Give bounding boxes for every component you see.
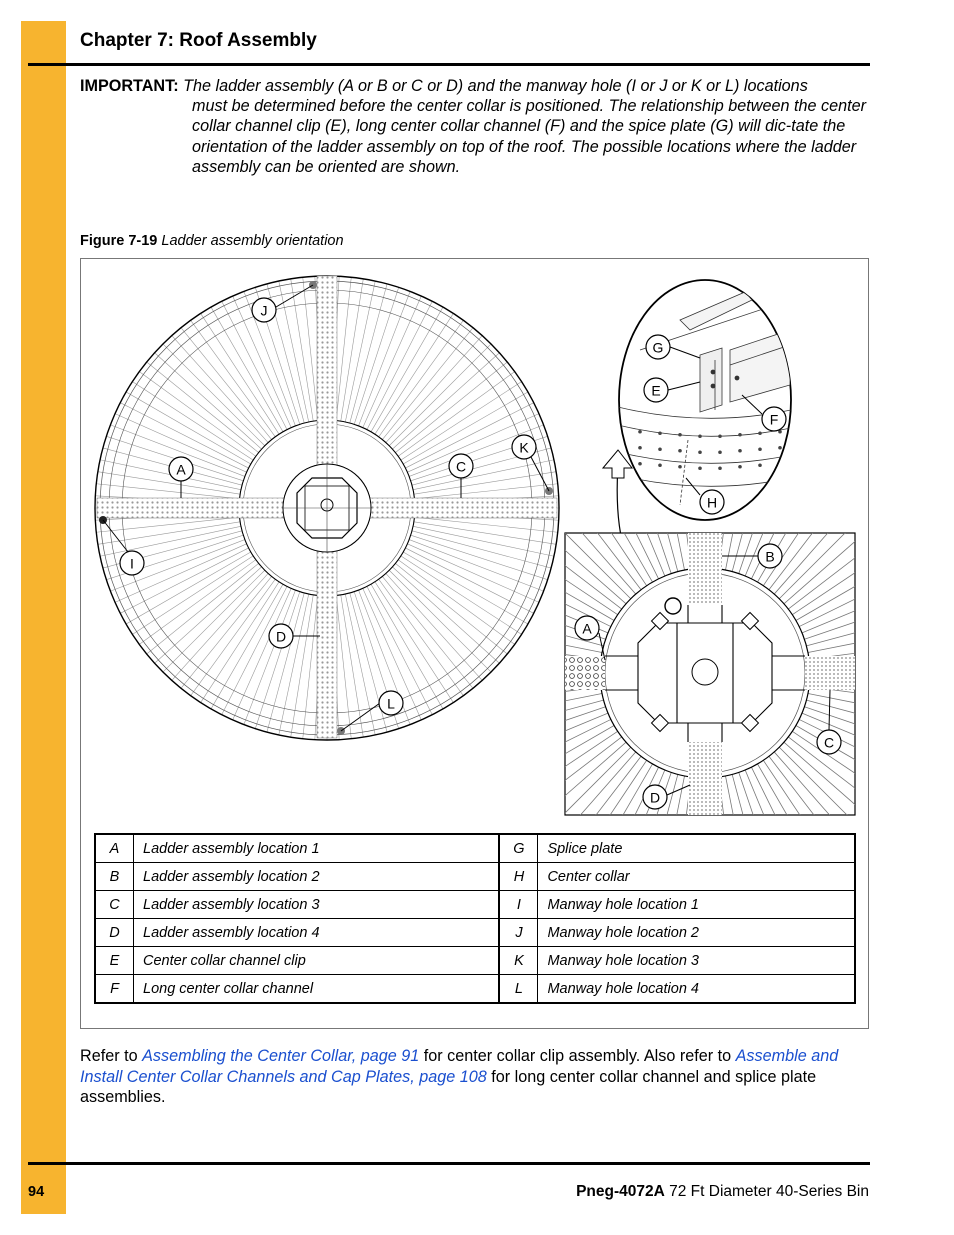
- legend-description: Long center collar channel: [134, 975, 500, 1004]
- legend-key: F: [95, 975, 134, 1004]
- callout-d: [269, 624, 293, 648]
- svg-text:K: K: [519, 439, 529, 456]
- callout-inset-d: [643, 785, 667, 809]
- legend-description: Ladder assembly location 1: [134, 834, 500, 863]
- legend-description: Ladder assembly location 2: [134, 863, 500, 891]
- table-row: [95, 947, 855, 975]
- legend-description: Manway hole location 1: [538, 891, 855, 919]
- legend-key: J: [499, 919, 538, 947]
- svg-text:J: J: [260, 302, 268, 319]
- legend-key: I: [499, 891, 538, 919]
- legend-description: Center collar: [538, 863, 855, 891]
- callout-inset-a: [575, 616, 599, 640]
- callout-a: [169, 457, 193, 481]
- table-row: [95, 834, 855, 863]
- svg-text:F: F: [769, 411, 779, 428]
- legend-description: Center collar channel clip: [134, 947, 500, 975]
- legend-key: A: [95, 834, 134, 863]
- legend-description: Manway hole location 4: [538, 975, 855, 1004]
- legend-description: Splice plate: [538, 834, 855, 863]
- legend-description: Manway hole location 3: [538, 947, 855, 975]
- svg-text:I: I: [130, 555, 134, 572]
- legend-key: B: [95, 863, 134, 891]
- chapter-title: Chapter 7: Roof Assembly: [80, 30, 317, 51]
- callout-c: [449, 454, 473, 478]
- callout-e: [644, 378, 668, 402]
- callout-f: [762, 407, 786, 431]
- legend-key: K: [499, 947, 538, 975]
- callout-j: [252, 298, 276, 322]
- callout-h: [700, 490, 724, 514]
- legend-key: L: [499, 975, 538, 1004]
- table-row: [95, 863, 855, 891]
- table-row: [95, 975, 855, 1004]
- legend-description: Ladder assembly location 4: [134, 919, 500, 947]
- important-text-line1: The ladder assembly (A or B or C or D) and the manway hole (I or J or K or L) locations: [183, 77, 808, 95]
- figure-number: Figure 7-19: [80, 233, 158, 249]
- callout-inset-b: [758, 544, 782, 568]
- legend-key: D: [95, 919, 134, 947]
- callout-i: [120, 551, 144, 575]
- svg-text:C: C: [455, 458, 467, 475]
- important-text-rest: must be determined before the center collar is positioned. The relationship between the center collar channel clip (E), long center collar channel (F) and the spice plate (G) will dic-tate the orientation of the ladder assembly on top of the roof. The possible locations where the ladder assembly can be oriented are shown.: [192, 97, 866, 176]
- legend-key: H: [499, 863, 538, 891]
- link-assembling-center-collar[interactable]: Assembling the Center Collar, page 91: [142, 1047, 420, 1065]
- callout-g: [646, 335, 670, 359]
- legend-key: C: [95, 891, 134, 919]
- svg-text:C: C: [823, 734, 835, 751]
- svg-text:B: B: [765, 548, 775, 565]
- callout-l: [379, 691, 403, 715]
- important-label: IMPORTANT:: [80, 77, 179, 95]
- legend-description: Manway hole location 2: [538, 919, 855, 947]
- svg-text:E: E: [651, 382, 661, 399]
- svg-text:A: A: [176, 461, 186, 478]
- svg-text:H: H: [706, 494, 718, 511]
- callout-k: [512, 435, 536, 459]
- table-row: [95, 891, 855, 919]
- legend-description: Ladder assembly location 3: [134, 891, 500, 919]
- svg-text:L: L: [387, 695, 395, 712]
- callout-inset-c: [817, 730, 841, 754]
- document-code: Pneg-4072A: [576, 1183, 665, 1200]
- roof-plan: [95, 276, 559, 740]
- svg-text:G: G: [652, 339, 664, 356]
- legend-key: E: [95, 947, 134, 975]
- legend-table: [94, 833, 856, 1004]
- footer-rule: [28, 1162, 870, 1165]
- table-row: [95, 919, 855, 947]
- svg-text:A: A: [582, 620, 592, 637]
- link-center-collar-channels[interactable]: Assemble and Install Center Collar Channels and Cap Plates, page 108: [80, 1047, 839, 1086]
- figure-caption-text: Ladder assembly orientation: [161, 233, 344, 249]
- document-reference: [576, 1183, 869, 1201]
- reference-paragraph: Refer to Assembling the Center Collar, page 91 for center collar clip assembly. Also refer to Assemble and Install Center Collar Channels and Cap Plates, page 108 for long center collar channel and splice plate assemblies.: [80, 1047, 839, 1106]
- document-title: 72 Ft Diameter 40-Series Bin: [664, 1183, 869, 1200]
- svg-text:D: D: [649, 789, 661, 806]
- svg-text:D: D: [275, 628, 287, 645]
- legend-key: G: [499, 834, 538, 863]
- page-number: 94: [28, 1184, 45, 1200]
